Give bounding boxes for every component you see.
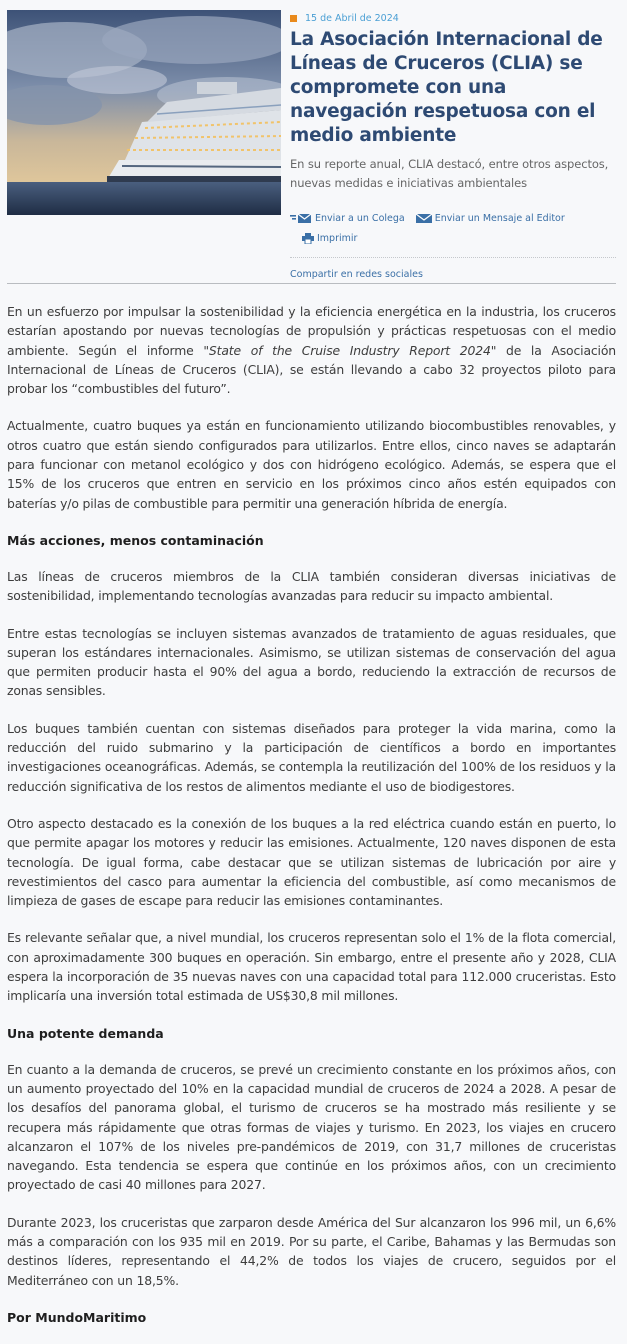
paragraph: En cuanto a la demanda de cruceros, se prevé un crecimiento constante en los próximos años, con un aumento proyectado del 10% en la capacidad mundial de cruceros de 2024 a 2028. A pesar de los desafíos del panorama global, el turismo de cruceros se ha mostrado más resiliente y se recupera más rápidamente que otras formas de viajes y turismo. En 2023, los viajes en crucero alcanzaron el 107% de los niveles pre-pandémicos de 2019, con 31,7 millones de cruceristas navegando. Esta tendencia se espera que continúe en los próximos años, con un crecimiento proyectado de casi 40 millones para 2027. [7, 1061, 616, 1193]
send-editor-link[interactable] [416, 210, 565, 227]
paragraph: Las líneas de cruceros miembros de la CLIA también consideran diversas iniciativas de sostenibilidad, implementando tecnologías avanzadas para reducir su impacto ambiental. [7, 568, 616, 604]
paragraph: Actualmente, cuatro buques ya están en funcionamiento utilizando biocombustibles renovables, y otros cuatro que están siendo configurados para utilizarlos. Entre ellos, cinco naves se adaptarán para funcionar con metanol ecológico y dos con hidrógeno ecológico. Además, se espera que el 15% de los cruceros que entren en servicio en los próximos cinco años estén equipados con baterías y/o pilas de combustible para permitir una generación híbrida de energía. [7, 418, 616, 511]
header-divider [7, 283, 616, 284]
send-colleague-link[interactable] [290, 210, 405, 227]
article-body [7, 302, 616, 1344]
section-heading: Más acciones, menos contaminación [7, 532, 264, 548]
cruise-ship-photo [7, 10, 281, 215]
article-actions [290, 210, 620, 250]
date-marker-icon [290, 15, 297, 22]
date-row [290, 10, 620, 26]
paragraph: Durante 2023, los cruceristas que zarparon desde América del Sur alcanzaron los 996 mil, un 6,6% más a comparación con los 935 mil en 2019. Por su parte, el Caribe, Bahamas y las Bermudas son destinos líderes, representando el 44,2% de todos los viajes de crucero, seguidos por el Mediterráneo con un 18,5%. [7, 1214, 616, 1288]
envelope-forward-icon [290, 213, 312, 224]
publish-date: 15 de Abril de 2024 [305, 12, 399, 24]
share-social-link[interactable]: Compartir en redes sociales [290, 269, 423, 280]
paragraph: Los buques también cuentan con sistemas diseñados para proteger la vida marina, como la reducción del ruido submarino y la participación de científicos a bordo en importantes investigaciones oceanográficas. Además, se contempla la reutilización del 100% de los residuos y la reducción significativa de los restos de alimentos mediante el uso de biodigestores. [7, 720, 616, 794]
send-editor-label: Enviar un Mensaje al Editor [434, 213, 565, 224]
paragraph: Entre estas tecnologías se incluyen sistemas avanzados de tratamiento de aguas residuales, que superan los estándares internacionales. Asimismo, se utilizan sistemas de conservación del agua que permiten producir hasta el 90% del agua a bordo, reduciendo la extracción de recursos de zonas sensibles. [7, 625, 616, 699]
paragraph: Otro aspecto destacado es la conexión de los buques a la red eléctrica cuando están en puerto, lo que permite apagar los motores y reducir las emisiones. Actualmente, 120 naves disponen de esta tecnología. De igual forma, cabe destacar que se utilizan sistemas de lubricación por aire y revestimientos del casco para aumentar la eficiencia del combustible, así como mecanismos de limpieza de gases de escape para reducir las emisiones contaminantes. [7, 815, 616, 909]
article-header [290, 10, 620, 280]
article-subtitle: En su reporte anual, CLIA destacó, entre otros aspectos, nuevas medidas e iniciativas ambientales [290, 157, 609, 190]
byline: Por MundoMaritimo [7, 1309, 147, 1325]
print-link[interactable] [302, 230, 357, 247]
section-heading: Una potente demanda [7, 1025, 164, 1041]
paragraph: En un esfuerzo por impulsar la sostenibilidad y la eficiencia energética en la industria, los cruceros estarían apostando por nuevas tecnologías de propulsión y prácticas respetuosas con el medio ambiente. Según el informe "State of the Cruise Industry Report 2024" de la Asociación Internacional de Líneas de Cruceros (CLIA), se están llevando a cabo 32 proyectos piloto para probar los “combustibles del futuro”. [7, 304, 616, 397]
printer-icon [302, 233, 314, 244]
report-title: "State of the Cruise Industry Report 2024 [203, 342, 491, 358]
share-divider [290, 257, 616, 258]
paragraph: Es relevante señalar que, a nivel mundial, los cruceros representan solo el 1% de la flota comercial, con aproximadamente 300 buques en operación. Sin embargo, entre el presente año y 2028, CLIA espera la incorporación de 35 nuevas naves con una capacidad total para 112.000 cruceristas. Esto implicaría una inversión total estimada de US$30,8 mil millones. [7, 930, 616, 1004]
envelope-icon [416, 213, 432, 224]
send-colleague-label: Enviar a un Colega [315, 213, 405, 224]
page-title: La Asociación Internacional de Líneas de Cruceros (CLIA) se compromete con una navegación respetuosa con el medio ambiente [290, 29, 603, 146]
print-label: Imprimir [317, 233, 358, 244]
